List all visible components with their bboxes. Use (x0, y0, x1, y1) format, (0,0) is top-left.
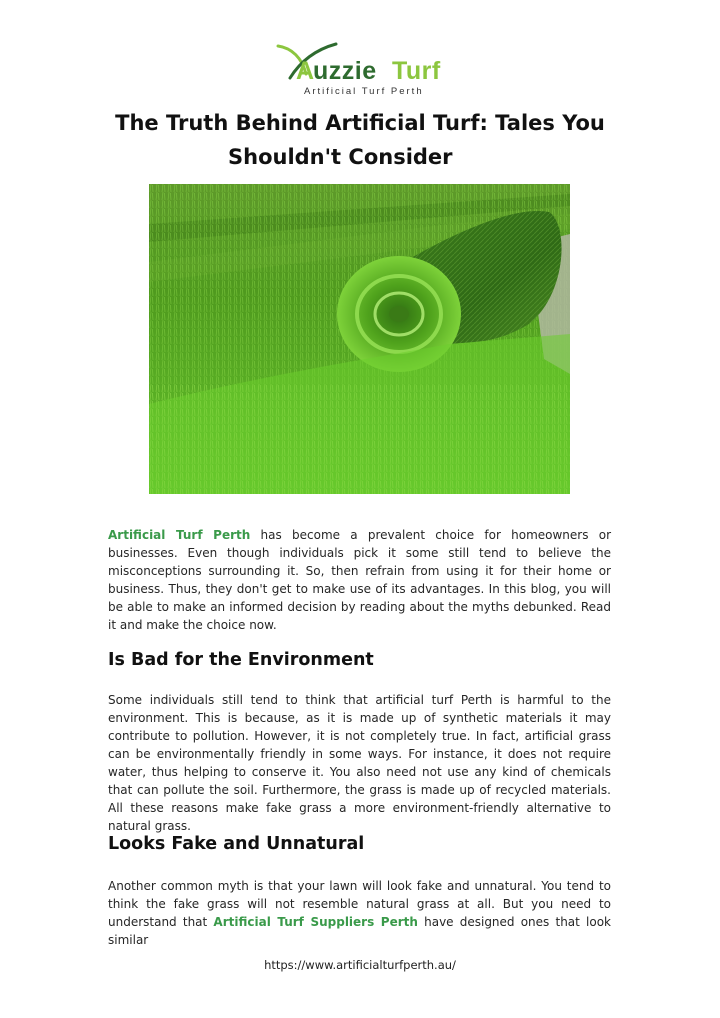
logo-letter-a: A (296, 57, 315, 85)
section-heading-environment: Is Bad for the Environment (108, 650, 374, 670)
intro-text: has become a prevalent choice for homeowners or businesses. Even though individuals pick it some still tend to believe the misconceptions surrounding it. So, then refrain from using it for their home or business. Thus, they don't get to make use of its advantages. In this blog, you will be able to make an informed decision by reading about the myths debunked. Read it and make the choice now. (108, 528, 612, 632)
brand-logo (274, 40, 449, 98)
looks-fake-text-before: Another common myth is that your lawn will look fake and unnatural. You tend to think the fake grass will not resemble natural grass at all. But you need to understand that (108, 879, 611, 929)
turf-roll-image (149, 184, 570, 494)
logo-word-turf: Turf (392, 57, 441, 85)
footer-url[interactable]: https://www.artificialturfperth.au/ (264, 958, 456, 972)
title-line-2: Shouldn't Consider (228, 145, 453, 169)
looks-fake-text-after: have designed ones that look similar (108, 915, 611, 947)
artificial-turf-perth-link[interactable]: Artificial Turf Perth (108, 528, 251, 542)
title-line-1: The Truth Behind Artificial Turf: Tales You (115, 111, 605, 135)
section-paragraph-environment: Some individuals still tend to think that artificial turf Perth is harmful to the environment. This is because, as it is made up of synthetic materials it may contribute to pollution. However, it is not completely true. In fact, artificial grass can be environmentally friendly in some ways. For instance, it does not require water, thus helping to conserve it. You also need not use any kind of chemicals that can pollute the soil. Furthermore, the grass is made up of recycled materials. All these reasons make fake grass a more environment-friendly alternative to natural grass. (108, 693, 611, 833)
artificial-turf-suppliers-perth-link[interactable]: Artificial Turf Suppliers Perth (213, 915, 418, 929)
logo-tagline: Artificial Turf Perth (304, 86, 424, 97)
logo-word-uzzie: uzzie (313, 57, 377, 85)
intro-paragraph (108, 526, 611, 634)
page-title (108, 106, 612, 174)
logo-swoosh-icon (274, 40, 449, 98)
section-heading-looks-fake: Looks Fake and Unnatural (108, 834, 365, 854)
section-paragraph-looks-fake (108, 877, 611, 949)
